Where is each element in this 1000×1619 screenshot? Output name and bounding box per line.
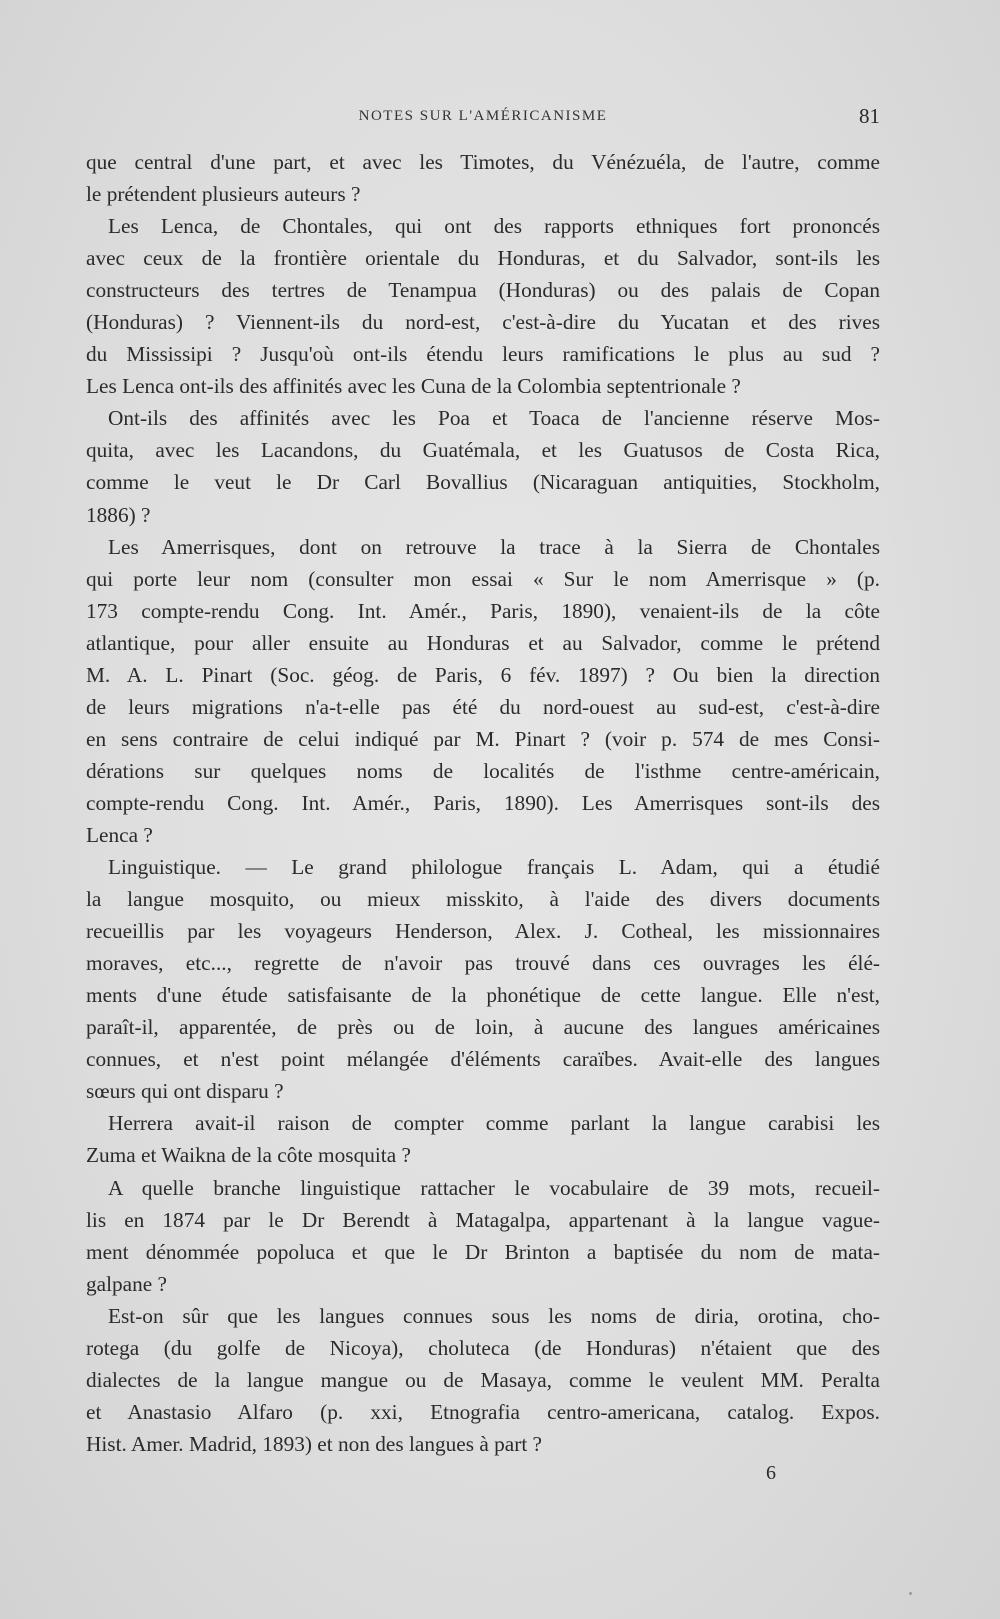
text-line: sœurs qui ont disparu ? [86, 1079, 284, 1104]
text-line: compte-rendu Cong. Int. Amér., Paris, 1890). Les Amerrisques sont-ils des [86, 790, 880, 815]
paper-speck [909, 1592, 912, 1595]
running-title: NOTES SUR L'AMÉRICANISME [358, 108, 608, 124]
text-line: atlantique, pour aller ensuite au Honduras et au Salvador, comme le prétend [86, 630, 880, 655]
text-line: le prétendent plusieurs auteurs ? [86, 182, 361, 207]
text-line: Les Lenca, de Chontales, qui ont des rapports ethniques fort prononcés [108, 214, 880, 239]
text-line: constructeurs des tertres de Tenampua (Honduras) ou des palais de Copan [86, 278, 880, 303]
text-line: galpane ? [86, 1271, 167, 1296]
text-line: Linguistique. — Le grand philologue français L. Adam, qui a étudié [108, 855, 880, 880]
text-line: la langue mosquito, ou mieux misskito, à l'aide des divers documents [86, 887, 880, 912]
text-line: dialectes de la langue mangue ou de Masaya, comme le veulent MM. Peralta [86, 1367, 880, 1392]
text-line: comme le veut le Dr Carl Bovallius (Nicaraguan antiquities, Stockholm, [86, 470, 880, 495]
text-line: moraves, etc..., regrette de n'avoir pas trouvé dans ces ouvrages les élé- [86, 951, 880, 976]
text-line: Hist. Amer. Madrid, 1893) et non des langues à part ? [86, 1431, 543, 1456]
text-line: dérations sur quelques noms de localités de l'isthme centre-américain, [86, 758, 880, 783]
page-number: 81 [859, 104, 880, 128]
text-line: ments d'une étude satisfaisante de la phonétique de cette langue. Elle n'est, [86, 983, 880, 1008]
text-line: en sens contraire de celui indiqué par M. Pinart ? (voir p. 574 de mes Consi- [86, 726, 880, 751]
text-line: lis en 1874 par le Dr Berendt à Matagalpa, appartenant à la langue vague- [86, 1207, 880, 1232]
text-line: Ont-ils des affinités avec les Poa et Toaca de l'ancienne réserve Mos- [108, 406, 880, 431]
body-text [86, 146, 880, 1460]
text-line: connues, et n'est point mélangée d'éléments caraïbes. Avait-elle des langues [86, 1047, 880, 1072]
text-line: Est-on sûr que les langues connues sous les noms de diria, orotina, cho- [108, 1303, 880, 1328]
text-line: qui porte leur nom (consulter mon essai « Sur le nom Amerrisque » (p. [86, 566, 880, 591]
text-line: 1886) ? [86, 502, 151, 527]
text-line: du Mississipi ? Jusqu'où ont-ils étendu leurs ramifications le plus au sud ? [86, 342, 880, 367]
signature-mark: 6 [766, 1462, 776, 1484]
text-line: Les Lenca ont-ils des affinités avec les Cuna de la Colombia septentrionale ? [86, 374, 741, 399]
text-line: Les Amerrisques, dont on retrouve la trace à la Sierra de Chontales [108, 534, 880, 559]
text-line: rotega (du golfe de Nicoya), choluteca (de Honduras) n'étaient que des [86, 1335, 880, 1360]
text-line: paraît-il, apparentée, de près ou de loin, à aucune des langues américaines [86, 1015, 880, 1040]
text-line: A quelle branche linguistique rattacher le vocabulaire de 39 mots, recueil- [108, 1175, 880, 1200]
text-line: avec ceux de la frontière orientale du Honduras, et du Salvador, sont-ils les [86, 246, 880, 271]
text-line: de leurs migrations n'a-t-elle pas été du nord-ouest au sud-est, c'est-à-dire [86, 694, 880, 719]
text-line: M. A. L. Pinart (Soc. géog. de Paris, 6 fév. 1897) ? Ou bien la direction [86, 662, 880, 687]
text-line: 173 compte-rendu Cong. Int. Amér., Paris, 1890), venaient-ils de la côte [86, 598, 880, 623]
text-line: Herrera avait-il raison de compter comme parlant la langue carabisi les [108, 1111, 880, 1136]
text-line: (Honduras) ? Viennent-ils du nord-est, c'est-à-dire du Yucatan et des rives [86, 310, 880, 335]
text-line: Lenca ? [86, 822, 153, 847]
text-line: quita, avec les Lacandons, du Guatémala, et les Guatusos de Costa Rica, [86, 438, 880, 463]
text-line: que central d'une part, et avec les Timotes, du Vénézuéla, de l'autre, comme [86, 150, 880, 174]
text-line: ment dénommée popoluca et que le Dr Brinton a baptisée du nom de mata- [86, 1239, 880, 1264]
text-line: Zuma et Waikna de la côte mosquita ? [86, 1143, 411, 1168]
running-head [86, 104, 880, 134]
text-line: recueillis par les voyageurs Henderson, Alex. J. Cotheal, les missionnaires [86, 919, 880, 944]
text-line: et Anastasio Alfaro (p. xxi, Etnografia centro-americana, catalog. Expos. [86, 1399, 880, 1424]
